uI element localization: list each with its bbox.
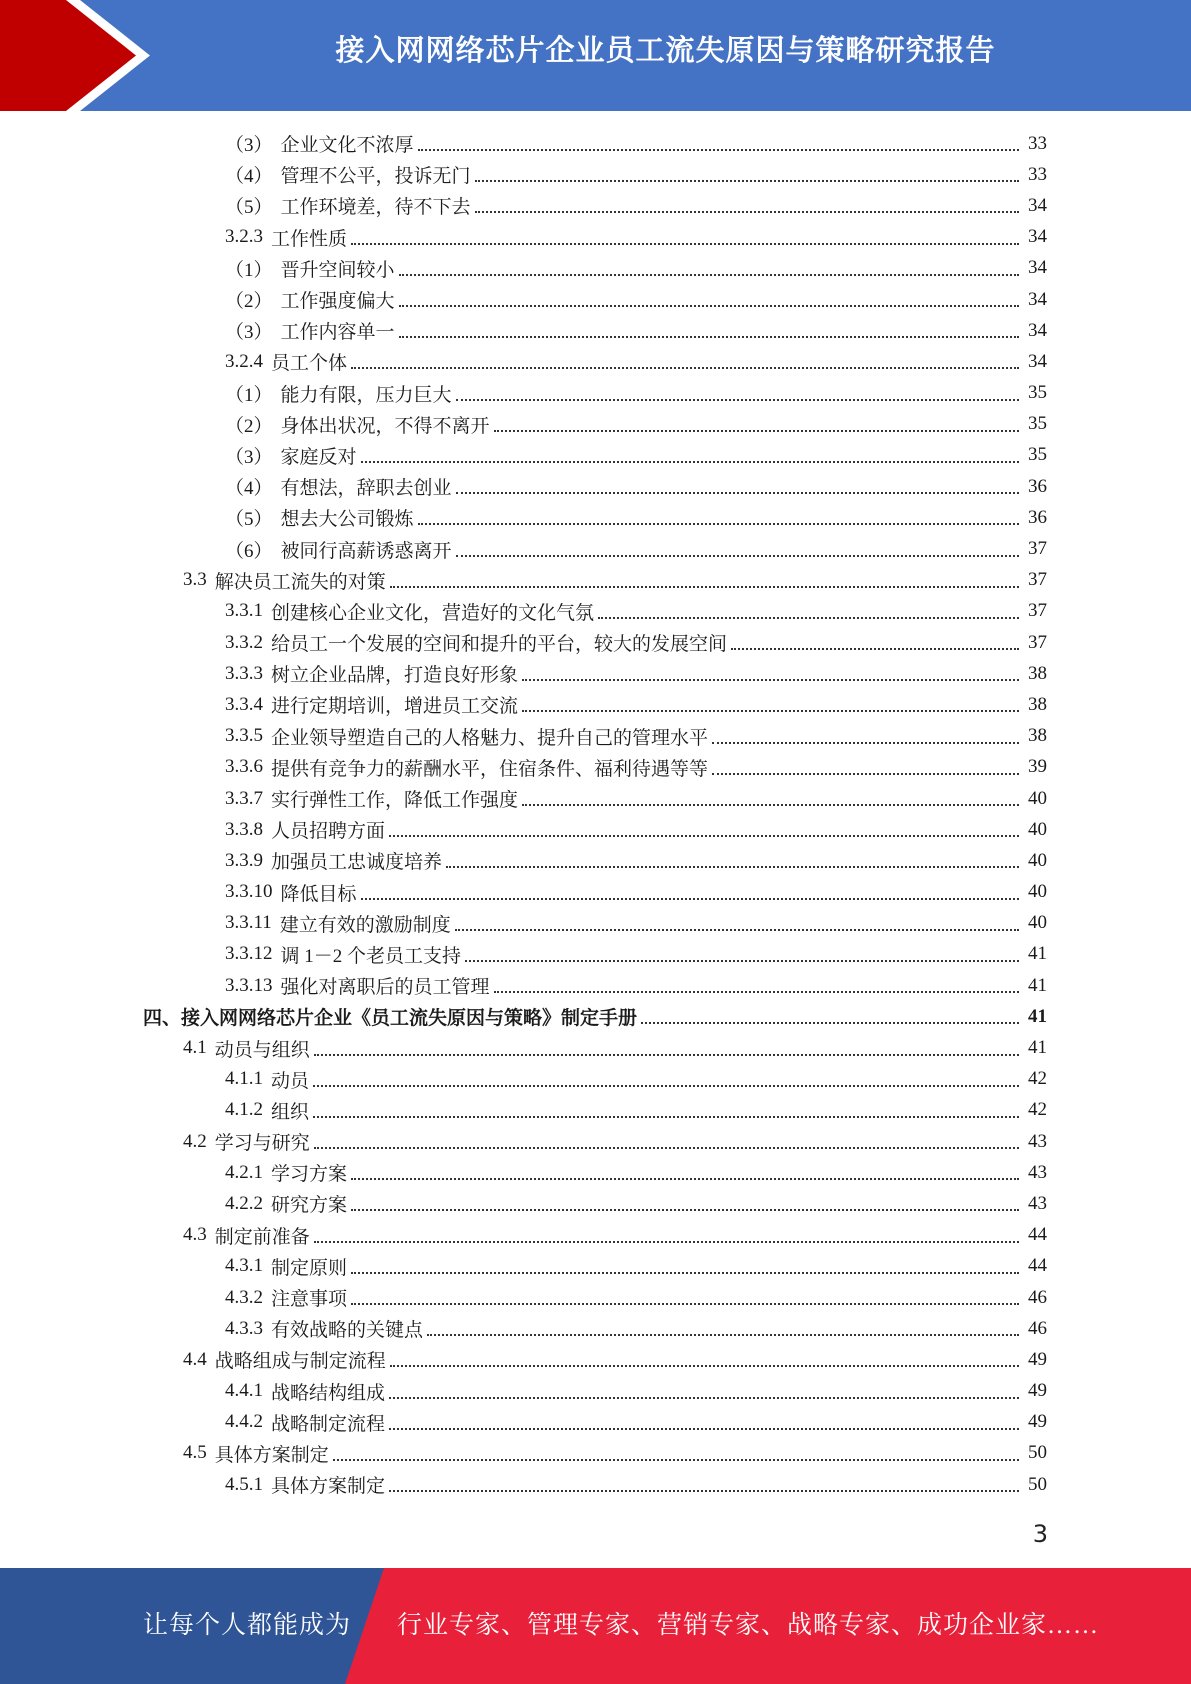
toc-dot-leader [399, 304, 1019, 307]
toc-entry-number: 3.3.9 [225, 849, 263, 871]
toc-entry[interactable] [0, 1376, 1191, 1407]
toc-dot-leader [455, 928, 1019, 931]
toc-entry-title: 强化对离职后的员工管理 [280, 977, 490, 999]
toc-entry-page: 34 [1028, 350, 1047, 372]
toc-entry-number: （5） [225, 197, 273, 219]
toc-entry-title: 工作强度偏大 [280, 291, 395, 313]
toc-entry[interactable] [0, 253, 1191, 284]
toc-dot-leader [351, 366, 1019, 369]
toc-entry-page: 39 [1028, 756, 1047, 778]
toc-entry-page: 36 [1028, 506, 1047, 528]
toc-entry-number: 4.5.1 [225, 1473, 263, 1495]
toc-entry[interactable] [0, 190, 1191, 221]
toc-entry-title: 解决员工流失的对策 [214, 571, 386, 593]
toc-entry-page: 40 [1028, 787, 1047, 809]
toc-entry[interactable] [0, 1407, 1191, 1438]
toc-entry-number: 3.2.4 [225, 350, 263, 372]
toc-entry-number: 3.3.11 [225, 912, 272, 934]
toc-entry-title: 给员工一个发展的空间和提升的平台，较大的发展空间 [271, 634, 728, 656]
page-number: 3 [1032, 1520, 1048, 1548]
toc-entry-number: 3.3.12 [225, 943, 273, 965]
document-title: 接入网网络芯片企业员工流失原因与策略研究报告 [335, 33, 996, 67]
toc-entry-number: （4） [225, 166, 273, 188]
toc-entry-number: 4.2.2 [225, 1192, 263, 1214]
toc-entry[interactable] [0, 908, 1191, 939]
toc-entry-page: 44 [1028, 1255, 1047, 1277]
toc-dot-leader [522, 709, 1019, 712]
toc-entry-number: （2） [225, 291, 273, 313]
toc-entry-page: 42 [1028, 1099, 1047, 1121]
toc-entry[interactable] [0, 1157, 1191, 1188]
footer-slogan-left: 让每个人都能成为 [143, 1612, 352, 1639]
toc-entry-title: 战略组成与制定流程 [214, 1351, 386, 1373]
toc-entry-page: 49 [1028, 1348, 1047, 1370]
toc-entry[interactable] [0, 970, 1191, 1001]
toc-entry[interactable] [0, 1438, 1191, 1469]
toc-entry[interactable] [0, 565, 1191, 596]
toc-dot-leader [598, 616, 1019, 619]
toc-entry-page: 41 [1028, 974, 1047, 996]
toc-entry[interactable] [0, 721, 1191, 752]
toc-entry-page: 41 [1028, 1005, 1047, 1027]
toc-dot-leader [475, 210, 1019, 213]
toc-entry-title: 晋升空间较小 [280, 259, 395, 281]
toc-entry-page: 34 [1028, 194, 1047, 216]
toc-entry[interactable] [0, 1064, 1191, 1095]
toc-entry-title: 工作性质 [271, 228, 348, 250]
toc-entry-page: 43 [1028, 1130, 1047, 1152]
toc-entry[interactable] [0, 159, 1191, 190]
toc-entry-page: 34 [1028, 257, 1047, 279]
toc-entry-title: 具体方案制定 [214, 1444, 329, 1466]
toc-entry-title: 实行弹性工作，降低工作强度 [271, 790, 519, 812]
toc-dot-leader [314, 1240, 1019, 1243]
toc-dot-leader [399, 335, 1019, 338]
toc-dot-leader [351, 1302, 1019, 1305]
toc-dot-leader [361, 460, 1019, 463]
toc-entry[interactable] [0, 1313, 1191, 1344]
toc-entry[interactable] [0, 1251, 1191, 1282]
toc-entry-title: 提供有竞争力的薪酬水平，住宿条件、福利待遇等等 [271, 758, 709, 780]
toc-entry[interactable] [0, 1188, 1191, 1219]
toc-entry-title: 被同行高薪诱惑离开 [280, 540, 452, 562]
toc-dot-leader [418, 148, 1019, 151]
toc-dot-leader [389, 1489, 1019, 1492]
header-arrow-decoration [0, 0, 150, 111]
toc-entry-page: 37 [1028, 631, 1047, 653]
toc-entry-page: 46 [1028, 1317, 1047, 1339]
toc-entry-number: 4.1.1 [225, 1068, 263, 1090]
toc-entry-title: 身体出状况，不得不离开 [280, 415, 490, 437]
toc-entry-title: 制定前准备 [214, 1226, 310, 1248]
toc-entry-page: 41 [1028, 1037, 1047, 1059]
toc-entry-title: 家庭反对 [280, 446, 357, 468]
toc-entry-page: 50 [1028, 1473, 1047, 1495]
toc-entry-title: 研究方案 [271, 1195, 348, 1217]
toc-entry-number: 4.3.3 [225, 1317, 263, 1339]
toc-entry[interactable] [0, 1001, 1191, 1032]
toc-entry-page: 33 [1028, 132, 1047, 154]
toc-entry-title: 建立有效的激励制度 [279, 914, 451, 936]
toc-dot-leader [456, 554, 1019, 557]
toc-entry-title: 战略结构组成 [271, 1382, 386, 1404]
toc-entry-title: 想去大公司锻炼 [280, 509, 414, 531]
toc-entry-title: 有效战略的关键点 [271, 1320, 424, 1342]
toc-entry[interactable] [0, 877, 1191, 908]
toc-entry-page: 36 [1028, 475, 1047, 497]
toc-dot-leader [314, 1053, 1019, 1056]
toc-dot-leader [351, 1208, 1019, 1211]
toc-entry[interactable] [0, 1282, 1191, 1313]
toc-entry[interactable] [0, 596, 1191, 627]
toc-entry[interactable] [0, 284, 1191, 315]
toc-entry-number: 3.3.3 [225, 662, 263, 684]
toc-dot-leader [399, 273, 1019, 276]
toc-entry-number: 4.5 [183, 1442, 207, 1464]
toc-entry-page: 38 [1028, 725, 1047, 747]
toc-entry-number: 4.3 [183, 1224, 207, 1246]
toc-dot-leader [313, 1115, 1019, 1118]
toc-entry-page: 34 [1028, 226, 1047, 248]
toc-entry-page: 33 [1028, 163, 1047, 185]
toc-entry[interactable] [0, 346, 1191, 377]
toc-entry-page: 38 [1028, 693, 1047, 715]
toc-entry[interactable] [0, 689, 1191, 720]
toc-entry-page: 34 [1028, 288, 1047, 310]
toc-dot-leader [351, 1271, 1019, 1274]
toc-entry-title: 动员与组织 [214, 1039, 310, 1061]
toc-entry-title: 树立企业品牌，打造良好形象 [271, 665, 519, 687]
toc-entry-number: 4.4.1 [225, 1380, 263, 1402]
toc-entry-number: 3.3.8 [225, 818, 263, 840]
toc-entry-number: （1） [225, 384, 273, 406]
toc-entry-title: 工作环境差，待不下去 [280, 197, 471, 219]
toc-entry-page: 35 [1028, 413, 1047, 435]
toc-entry[interactable] [0, 814, 1191, 845]
toc-entry-title: 管理不公平，投诉无门 [280, 166, 471, 188]
toc-dot-leader [389, 834, 1019, 837]
toc-entry-page: 37 [1028, 600, 1047, 622]
toc-entry-number: 3.3.13 [225, 974, 273, 996]
toc-entry-number: （1） [225, 259, 273, 281]
toc-entry[interactable] [0, 471, 1191, 502]
toc-entry-page: 44 [1028, 1224, 1047, 1246]
toc-dot-leader [333, 1458, 1019, 1461]
toc-entry[interactable] [0, 1469, 1191, 1500]
toc-entry[interactable] [0, 783, 1191, 814]
toc-entry-number: 4.2.1 [225, 1161, 263, 1183]
toc-entry-page: 34 [1028, 319, 1047, 341]
toc-entry-page: 40 [1028, 849, 1047, 871]
toc-entry-page: 40 [1028, 881, 1047, 903]
toc-entry-number: 3.3.5 [225, 725, 263, 747]
toc-entry-title: 调 1－2 个老员工支持 [280, 945, 462, 967]
toc-entry-title: 员工个体 [271, 353, 348, 375]
toc-entry-title: 降低目标 [280, 883, 357, 905]
toc-entry-number: 3.2.3 [225, 226, 263, 248]
toc-dot-leader [522, 678, 1019, 681]
toc-entry-title: 有想法，辞职去创业 [280, 478, 452, 500]
toc-dot-leader [475, 179, 1019, 182]
toc-entry-page: 37 [1028, 569, 1047, 591]
toc-entry-number: 3.3 [183, 569, 207, 591]
toc-entry-title: 企业领导塑造自己的人格魅力、提升自己的管理水平 [271, 727, 709, 749]
toc-entry-number: （5） [225, 509, 273, 531]
toc-entry-number: 3.3.10 [225, 881, 273, 903]
toc-entry-number: 4.3.2 [225, 1286, 263, 1308]
toc-dot-leader [522, 803, 1019, 806]
toc-entry-number: （6） [225, 540, 273, 562]
toc-entry-title: 四、接入网网络芯片企业《员工流失原因与策略》制定手册 [143, 1008, 638, 1030]
toc-entry-number: 4.4 [183, 1348, 207, 1370]
toc-entry-page: 49 [1028, 1411, 1047, 1433]
toc-dot-leader [712, 741, 1019, 744]
toc-entry[interactable] [0, 440, 1191, 471]
toc-entry[interactable] [0, 502, 1191, 533]
toc-entry-title: 创建核心企业文化，营造好的文化气氛 [271, 602, 595, 624]
toc-entry-title: 工作内容单一 [280, 322, 395, 344]
toc-entry-title: 组织 [271, 1101, 310, 1123]
toc-entry-number: （2） [225, 415, 273, 437]
toc-entry[interactable] [0, 627, 1191, 658]
toc-dot-leader [494, 990, 1019, 993]
toc-entry-page: 38 [1028, 662, 1047, 684]
footer-slogan-right: 行业专家、管理专家、营销专家、战略专家、成功企业家…… [397, 1612, 1100, 1639]
toc-entry-title: 进行定期培训，增进员工交流 [271, 696, 519, 718]
toc-entry-title: 注意事项 [271, 1289, 348, 1311]
toc-entry-page: 37 [1028, 538, 1047, 560]
toc-entry-number: 3.3.4 [225, 693, 263, 715]
toc-entry-title: 具体方案制定 [271, 1476, 386, 1498]
toc-entry-title: 战略制定流程 [271, 1413, 386, 1435]
table-of-contents [0, 128, 1191, 1500]
toc-entry[interactable] [0, 409, 1191, 440]
toc-entry[interactable] [0, 1344, 1191, 1375]
page-header [0, 0, 1191, 111]
toc-entry[interactable] [0, 222, 1191, 253]
toc-dot-leader [427, 1333, 1019, 1336]
toc-dot-leader [351, 242, 1019, 245]
toc-dot-leader [389, 1427, 1019, 1430]
toc-entry-page: 40 [1028, 818, 1047, 840]
toc-dot-leader [712, 772, 1019, 775]
toc-entry-page: 35 [1028, 382, 1047, 404]
toc-entry-page: 40 [1028, 912, 1047, 934]
toc-dot-leader [314, 1146, 1019, 1149]
toc-entry[interactable] [0, 939, 1191, 970]
toc-entry-number: 3.3.7 [225, 787, 263, 809]
toc-entry[interactable] [0, 128, 1191, 159]
toc-entry-number: 4.4.2 [225, 1411, 263, 1433]
toc-entry[interactable] [0, 658, 1191, 689]
toc-entry[interactable] [0, 378, 1191, 409]
toc-dot-leader [456, 491, 1019, 494]
toc-entry-title: 企业文化不浓厚 [280, 135, 414, 157]
toc-entry-number: 3.3.1 [225, 600, 263, 622]
toc-dot-leader [446, 865, 1019, 868]
toc-dot-leader [418, 522, 1019, 525]
toc-entry-number: （3） [225, 135, 273, 157]
toc-entry-number: （3） [225, 322, 273, 344]
toc-entry-number: 4.1 [183, 1037, 207, 1059]
toc-entry-title: 动员 [271, 1070, 310, 1092]
toc-dot-leader [351, 1177, 1019, 1180]
toc-entry[interactable] [0, 1126, 1191, 1157]
toc-entry[interactable] [0, 315, 1191, 346]
toc-entry-page: 41 [1028, 943, 1047, 965]
toc-entry-title: 学习方案 [271, 1164, 348, 1186]
toc-dot-leader [641, 1021, 1019, 1024]
toc-entry-number: （4） [225, 478, 273, 500]
toc-entry-title: 人员招聘方面 [271, 821, 386, 843]
toc-entry-page: 46 [1028, 1286, 1047, 1308]
toc-dot-leader [390, 585, 1019, 588]
toc-entry-number: （3） [225, 446, 273, 468]
toc-entry-number: 3.3.6 [225, 756, 263, 778]
toc-entry-page: 43 [1028, 1192, 1047, 1214]
toc-entry[interactable] [0, 1095, 1191, 1126]
toc-entry-number: 3.3.2 [225, 631, 263, 653]
toc-entry-page: 50 [1028, 1442, 1047, 1464]
toc-dot-leader [456, 398, 1019, 401]
toc-entry-number: 4.3.1 [225, 1255, 263, 1277]
toc-entry[interactable] [0, 752, 1191, 783]
toc-entry[interactable] [0, 1220, 1191, 1251]
toc-dot-leader [313, 1084, 1019, 1087]
toc-dot-leader [390, 1364, 1019, 1367]
toc-entry-number: 4.1.2 [225, 1099, 263, 1121]
toc-entry[interactable] [0, 845, 1191, 876]
toc-entry-title: 制定原则 [271, 1257, 348, 1279]
toc-dot-leader [361, 897, 1019, 900]
page-footer [0, 1568, 1191, 1684]
toc-dot-leader [494, 429, 1019, 432]
toc-entry-page: 35 [1028, 444, 1047, 466]
toc-entry-title: 学习与研究 [214, 1133, 310, 1155]
toc-entry[interactable] [0, 533, 1191, 564]
toc-entry-title: 加强员工忠诚度培养 [271, 852, 443, 874]
toc-dot-leader [465, 959, 1019, 962]
toc-entry-page: 49 [1028, 1380, 1047, 1402]
toc-entry-page: 43 [1028, 1161, 1047, 1183]
toc-entry-number: 4.2 [183, 1130, 207, 1152]
toc-entry-page: 42 [1028, 1068, 1047, 1090]
toc-dot-leader [389, 1396, 1019, 1399]
toc-entry[interactable] [0, 1032, 1191, 1063]
toc-dot-leader [731, 647, 1019, 650]
toc-entry-title: 能力有限，压力巨大 [280, 384, 452, 406]
